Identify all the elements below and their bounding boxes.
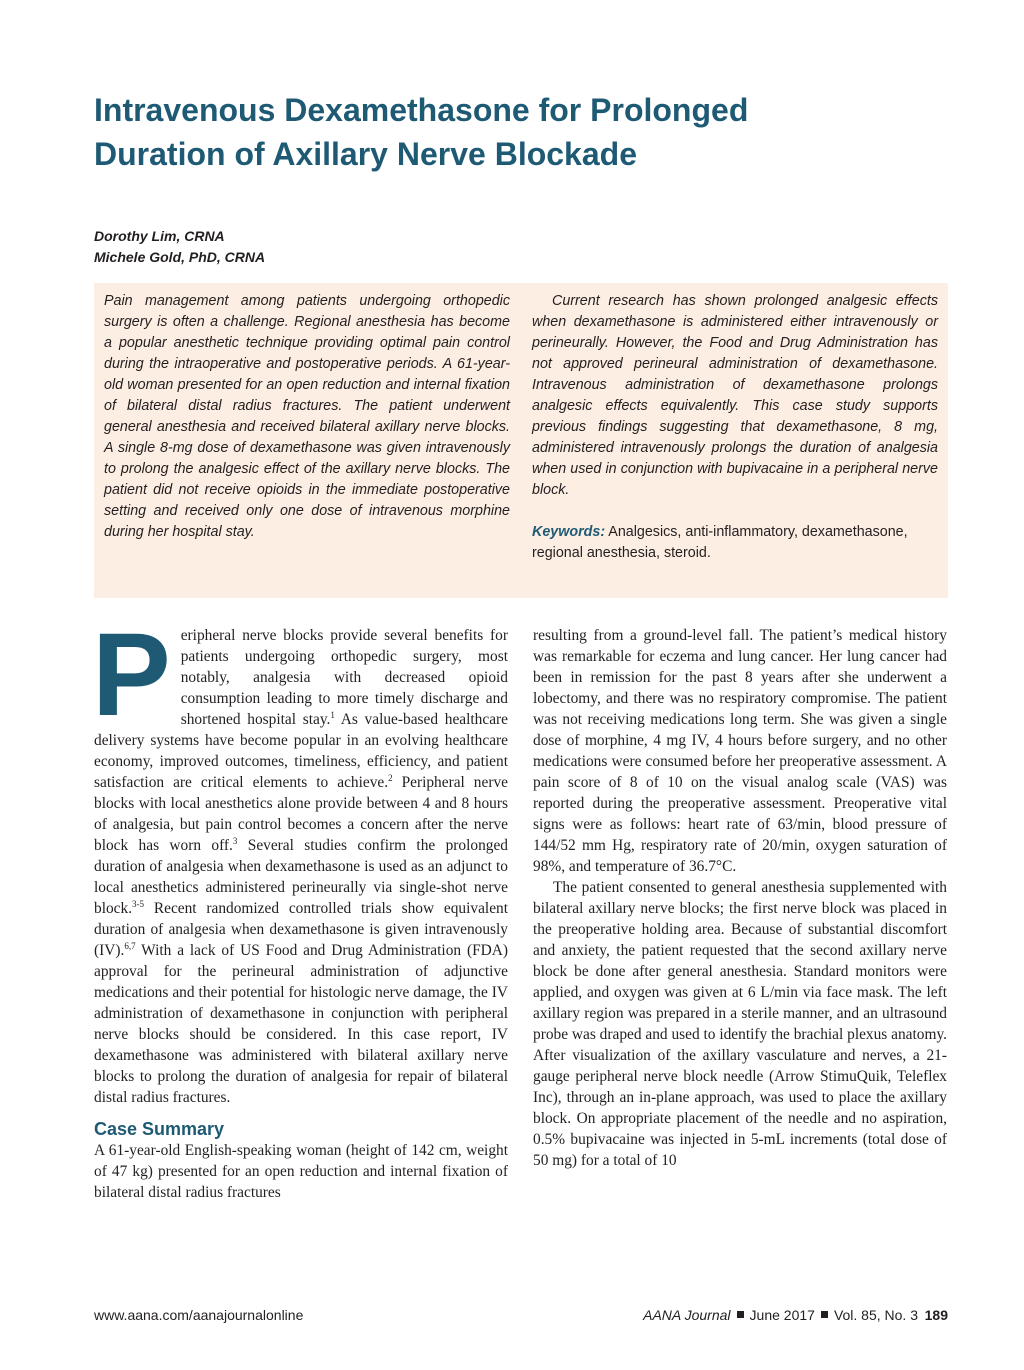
intro-text-e: Recent randomized controlled trials show equivalent duration of analgesia when dexamethasone is given intravenously (IV).	[94, 900, 508, 959]
intro-paragraph	[92, 609, 508, 1108]
keywords	[532, 522, 938, 564]
author-list	[94, 226, 265, 268]
journal-url[interactable]: www.aana.com/aanajournalonline	[94, 1307, 304, 1323]
volume-issue: Vol. 85, No. 3	[833, 1307, 918, 1323]
author-1: Dorothy Lim, CRNA	[94, 228, 225, 244]
intro-text-f: With a lack of US Food and Drug Administration (FDA) approval for the perineural administration of adjunctive medications and their potential for histologic nerve damage, the IV administration of dexamethasone in conjunction with peripheral nerve blocks should be considered. In this case report, IV dexamethasone was administered with bilateral axillary nerve blocks to prolong the duration of analgesia for repair of bilateral distal radius fractures.	[94, 942, 508, 1106]
body-left-column	[92, 609, 508, 1203]
intro-text-b: As value-based healthcare delivery systems have become popular in an evolving healthcare economy, improved outcomes, timeliness, efficiency, and patient satisfaction are critical elements to achieve.	[94, 711, 508, 791]
author-2: Michele Gold, PhD, CRNA	[94, 249, 266, 265]
abstract-paragraph-2: Current research has shown prolonged analgesic effects when dexamethasone is administered either intravenously or perineurally. However, the Food and Drug Administration has not approved perineural administration of dexamethasone. Intravenous administration of dexamethasone prolongs analgesic effects equivalently. This case study supports previous findings suggesting that dexamethasone, 8 mg, administered intravenously prolongs the duration of analgesia when used in conjunction with bupivacaine in a peripheral nerve block.	[532, 293, 938, 498]
case-paragraph-1-start: A 61-year-old English-speaking woman (height of 142 cm, weight of 47 kg) presented for an open reduction and internal fixation of bilateral distal radius fractures	[94, 1142, 508, 1201]
intro-text-c: Peripheral nerve blocks with local anesthetics alone provide between 4 and 8 hours of analgesia, but pain control becomes a concern after the nerve block has worn off.	[94, 774, 508, 854]
intro-text-a: eripheral nerve blocks provide several benefits for patients undergoing orthopedic surgery, most notably, analgesia with decreased opioid consumption leading to more timely discharge and shortened hospital stay.	[180, 627, 508, 728]
square-bullet-icon	[737, 1311, 744, 1318]
article-title-line-1: Intravenous Dexamethasone for Prolonged	[94, 92, 749, 128]
abstract-left-column	[104, 291, 510, 543]
intro-text-d: Several studies confirm the prolonged duration of analgesia when dexamethasone is used as an adjunct to local anesthetics administered perineurally via single-shot nerve block.	[94, 837, 508, 917]
square-bullet-icon	[821, 1311, 828, 1318]
citation-3: 3	[232, 836, 238, 846]
abstract-paragraph-1: Pain management among patients undergoing orthopedic surgery is often a challenge. Regional anesthesia has become a popular anesthetic technique providing optimal pain control during the intraoperative and postoperative periods. A 61-year-old woman presented for an open reduction and internal fixation of bilateral distal radius fractures. The patient underwent general anesthesia and received bilateral axillary nerve blocks. A single 8-mg dose of dexamethasone was given intravenously to prolong the analgesic effect of the axillary nerve blocks. The patient did not receive opioids in the immediate postoperative setting and received only one dose of intravenous morphine during her hospital stay.	[104, 293, 510, 540]
drop-cap: P	[92, 609, 171, 741]
citation-2: 2	[388, 773, 393, 783]
article-title-line-2: Duration of Axillary Nerve Blockade	[94, 136, 637, 172]
page-number: 189	[924, 1307, 948, 1323]
journal-name: AANA Journal	[643, 1307, 731, 1323]
keywords-label: Keywords:	[532, 524, 606, 540]
page-footer	[94, 1305, 948, 1325]
journal-citation	[643, 1305, 918, 1325]
abstract-right-column	[532, 291, 938, 564]
body-right-column	[533, 625, 947, 1171]
abstract-box	[94, 283, 948, 598]
case-paragraph-1-continued: resulting from a ground-level fall. The patient’s medical history was remarkable for eczema and lung cancer. Her lung cancer had been in remission for the past 8 years after she underwent a lobectomy, and there was no respiratory compromise. The patient was not receiving medications long term. She was given a single dose of morphine, 4 mg IV, 4 hours before surgery, and no other medications were consumed before her preoperative assessment. A pain score of 8 of 10 on the visual analog scale (VAS) was reported during the preoperative assessment. Preoperative vital signs were as follows: heart rate of 63/min, blood pressure of 144/52 mm Hg, respiratory rate of 20/min, oxygen saturation of 98%, and temperature of 36.7°C.	[533, 627, 947, 875]
article-title	[94, 88, 954, 176]
citation-1: 1	[330, 710, 335, 720]
keywords-list: Analgesics, anti-inflammatory, dexamethasone, regional anesthesia, steroid.	[532, 524, 908, 561]
citation-4: 3-5	[132, 899, 145, 909]
case-summary-heading: Case Summary	[94, 1119, 225, 1139]
citation-5: 6,7	[124, 941, 136, 951]
case-paragraph-2: The patient consented to general anesthesia supplemented with bilateral axillary nerve blocks; the first nerve block was placed in the preoperative holding area. Because of substantial discomfort and anxiety, the patient requested that the second axillary nerve block be done after general anesthesia. Standard monitors were applied, and oxygen was given at 6 L/min via face mask. The left axillary region was prepared in a sterile manner, and an ultrasound probe was draped and used to identify the brachial plexus anatomy. After visualization of the axillary vasculature and nerves, a 21-gauge peripheral nerve block needle (Arrow StimuQuik, Teleflex Inc), through an in-plane approach, was used to place the axillary block. On appropriate placement of the needle and no aspiration, 0.5% bupivacaine was injected in 5-mL increments (total dose of 50 mg) for a total of 10	[533, 879, 947, 1169]
issue-date: June 2017	[749, 1307, 815, 1323]
